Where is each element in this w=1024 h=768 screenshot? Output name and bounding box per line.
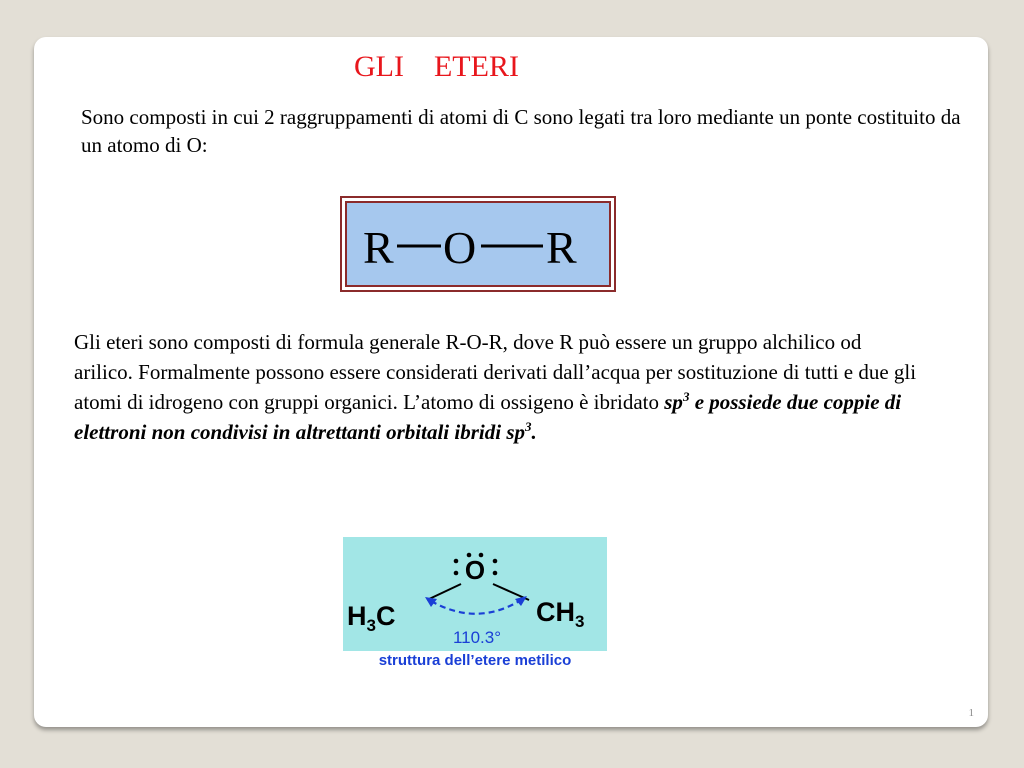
bond-angle-label: 110.3°: [452, 628, 502, 647]
slide-title: GLI ETERI: [354, 50, 519, 83]
formula-oxygen: O: [443, 222, 477, 273]
body-emph-a: sp: [664, 390, 683, 414]
molecule-oxygen: O: [464, 555, 486, 585]
body-text-part1: Gli eteri sono composti di formula generale R-O-R, dove R può essere un gruppo alchilico od arilico. Formalmente possono essere considerati derivati dall’acqua per sostituzione di tutti e due gli atomi di idrogeno con gruppi organici. L’atomo di ossigeno è ibridato: [74, 330, 917, 414]
lone-pair-dot: [493, 571, 498, 576]
intro-paragraph: Sono composti in cui 2 raggruppamenti di atomi di C sono legati tra loro mediante un ponte costituito da un atomo di O:: [81, 105, 961, 157]
right-methyl-label: $CH_3$: [536, 597, 585, 631]
lone-pair-dot: [493, 559, 498, 564]
formula-left-group: R: [363, 222, 394, 273]
general-formula-svg: [353, 209, 603, 279]
general-formula-box: [340, 196, 616, 292]
formula-right-group: R: [546, 222, 577, 273]
slide-number: 1: [968, 707, 974, 719]
body-paragraph: [74, 327, 924, 447]
body-sup-b: 3: [525, 419, 532, 434]
dimethyl-ether-structure: [343, 537, 607, 672]
molecule-caption: struttura dell’etere metilico: [378, 652, 572, 669]
body-sup-a: 3: [682, 389, 690, 404]
body-end: .: [531, 420, 537, 444]
general-formula-inner: [345, 201, 611, 287]
lone-pair-dot: [454, 559, 459, 564]
left-methyl-label: $H_3C$: [347, 601, 396, 635]
lone-pair-dot: [454, 571, 459, 576]
slide: [34, 37, 988, 727]
body-emph-b: e possiede due coppie di elettroni non condivisi in altrettanti orbitali ibridi sp: [74, 390, 902, 444]
